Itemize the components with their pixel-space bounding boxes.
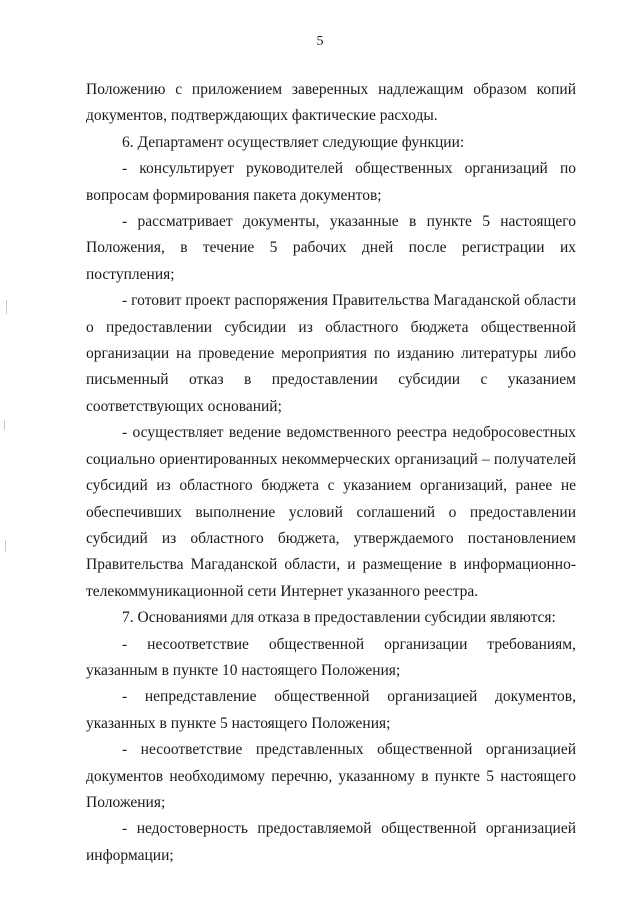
document-body — [86, 77, 576, 869]
scan-edge-mark-top — [6, 300, 7, 314]
paragraph-function-review: - рассматривает документы, указанные в пункте 5 настоящего Положения, в течение 5 рабочих дней после регистрации их поступления; — [86, 213, 576, 283]
paragraph-item-7: 7. Основаниями для отказа в предоставлении субсидии являются: — [122, 609, 556, 627]
paragraph-refusal-requirements: - несоответствие общественной организации требованиям, указанным в пункте 10 настоящего Положения; — [86, 635, 576, 679]
paragraph-function-registry: - осуществляет ведение ведомственного реестра недобросовестных социально ориентированных некоммерческих организаций – получателей субсидий из областного бюджета с указанием организаций, ранее не обеспечивших выполнение условий соглашений о предоставлении субсидий из областного бюджета, утверждаемого постановлением Правительства Магаданской области, и размещение в информационно-телекоммуникационной сети Интернет указанного реестра. — [86, 424, 576, 600]
scan-edge-mark-middle — [4, 420, 5, 430]
paragraph-refusal-nondelivery: - непредставление общественной организацией документов, указанных в пункте 5 настоящего Положения; — [86, 688, 576, 732]
paragraph-function-consult: - консультирует руководителей общественных организаций по вопросам формирования пакета документов; — [86, 160, 576, 204]
paragraph-continuation: Положению с приложением заверенных надлежащим образом копий документов, подтверждающих фактические расходы. — [86, 81, 576, 125]
paragraph-item-6: 6. Департамент осуществляет следующие функции: — [122, 133, 465, 151]
paragraph-refusal-unreliable: - недостоверность предоставляемой общественной организацией информации; — [86, 820, 576, 864]
scan-edge-mark-bottom — [5, 540, 6, 552]
paragraph-function-prepare: - готовит проект распоряжения Правительства Магаданской области о предоставлении субсидии из областного бюджета общественной организации на проведение мероприятия по изданию литературы либо письменный отказ в предоставлении субсидии с указанием соответствующих оснований; — [86, 292, 576, 415]
paragraph-refusal-mismatch: - несоответствие представленных общественной организацией документов необходимому перечню, указанному в пункте 5 настоящего Положения; — [86, 741, 576, 811]
page-number: 5 — [316, 34, 324, 49]
